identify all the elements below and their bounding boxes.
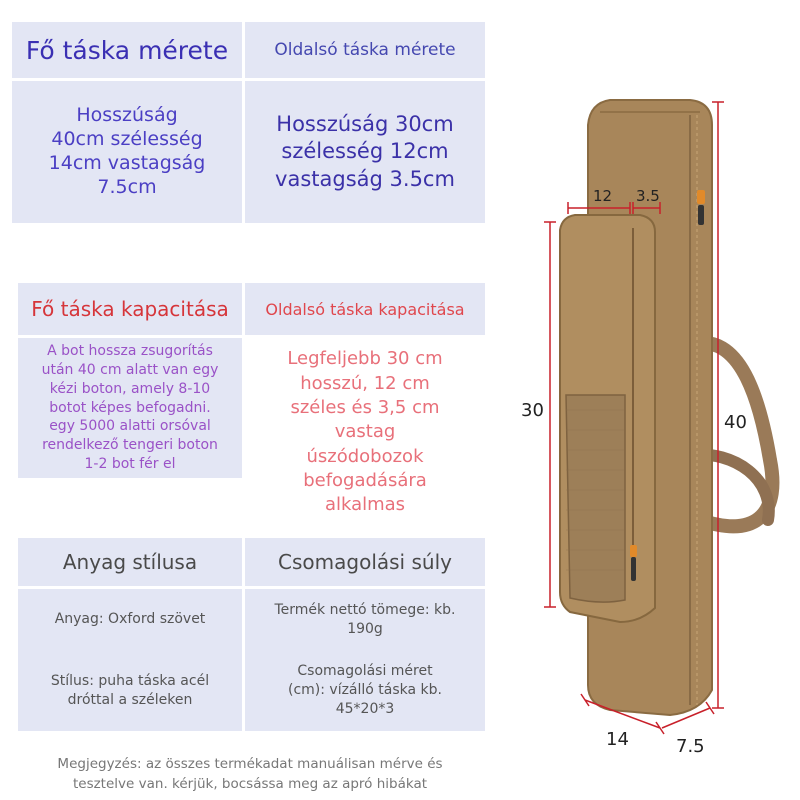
side-bag-capacity-value: Legfeljebb 30 cm hosszú, 12 cm széles és 3,5 cm vastag úszódobozok befogadására alkalmas [287, 348, 443, 516]
main-bag-size-value: Hosszúság 40cm szélesség 14cm vastagság 7.5cm [12, 81, 242, 223]
packaging-weight-value: Termék nettó tömege: kb. 190g Csomagolási méret (cm): vízálló táska kb. 45*20*3 [245, 589, 485, 731]
material-style-header: Anyag stílusa [18, 538, 242, 586]
side-bag-size-value: Hosszúság 30cm szélesség 12cm vastagság 3.5cm [245, 81, 485, 223]
packaging-weight-header: Csomagolási súly [245, 538, 485, 586]
zipper-pull-icon [697, 190, 705, 204]
material-style-value: Anyag: Oxford szövet Stílus: puha táska acél dróttal a széleken [18, 589, 242, 731]
main-bag-capacity-header: Fő táska kapacitása [18, 283, 242, 335]
side-bag-size-header: Oldalsó táska mérete [245, 22, 485, 78]
side-width-label: 12 [593, 187, 613, 205]
side-thickness-label: 3.5 [636, 187, 660, 205]
main-bag-size-header: Fő táska mérete [12, 22, 242, 78]
side-length-label: 30 [521, 400, 544, 421]
disclaimer-note: Megjegyzés: az összes termékadat manuálisan mérve és tesztelve van. kérjük, bocsássa meg az apró hibákat [57, 755, 443, 792]
main-length-label: 40 [724, 412, 747, 433]
main-bag-capacity-value: A bot hossza zsugorítás után 40 cm alatt van egy kézi boton, amely 8-10 botot képes befogadni. egy 5000 alatti orsóval rendelkező tengeri boton 1-2 bot fér el [18, 338, 242, 478]
main-thickness-label: 7.5 [676, 736, 705, 757]
mesh-pocket [566, 395, 625, 602]
side-bag-capacity-header: Oldalsó táska kapacitása [245, 283, 485, 335]
main-width-label: 14 [606, 729, 629, 750]
